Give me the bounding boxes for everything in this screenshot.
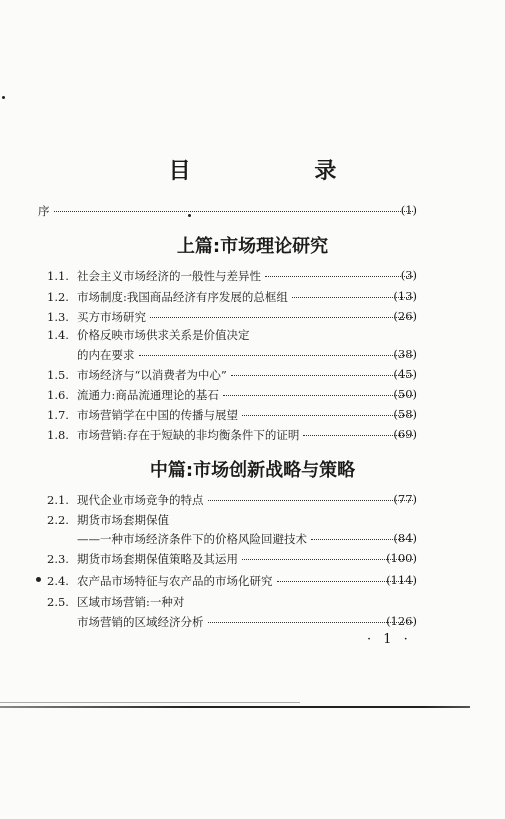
toc-entry-preface[interactable] <box>38 203 417 219</box>
dot-leader <box>223 395 413 396</box>
toc-entry-text: 序 <box>38 204 50 218</box>
toc-entry-text: 买方市场研究 <box>77 310 146 324</box>
toc-entry-number: 2.2. <box>47 513 69 527</box>
dot-leader <box>150 317 413 318</box>
part1-heading: 上篇:市场理论研究 <box>176 236 329 257</box>
toc-entry-text: 价格反映市场供求关系是价值决定 <box>77 328 250 342</box>
toc-entry-text: 市场营销的区域经济分析 <box>77 615 204 629</box>
toc-page-number: (3) <box>400 268 417 282</box>
dot-leader <box>265 276 413 277</box>
toc-entry-text: 期货市场套期保值策略及其运用 <box>77 552 238 566</box>
toc-entry-number: 2.1. <box>47 493 69 507</box>
toc-entry-text: 的内在要求 <box>77 348 135 362</box>
toc-page-number: (45) <box>393 367 417 381</box>
toc-page-number: (84) <box>393 531 417 545</box>
toc-entry[interactable] <box>47 551 417 567</box>
toc-entry[interactable] <box>47 387 417 403</box>
toc-page-number: (58) <box>393 407 417 421</box>
toc-entry-number: 1.5. <box>47 368 69 382</box>
toc-entry-number: 1.1. <box>47 269 69 283</box>
toc-page-number: (50) <box>393 387 417 401</box>
toc-page-number: (126) <box>386 614 417 628</box>
toc-page-number: (100) <box>386 551 417 565</box>
dot-leader <box>54 211 414 212</box>
toc-entry[interactable] <box>47 573 417 589</box>
dot-leader <box>139 355 414 356</box>
toc-entry[interactable] <box>47 427 417 443</box>
dot-leader <box>242 415 413 416</box>
toc-page-number: (69) <box>393 427 417 441</box>
toc-entry[interactable] <box>47 289 417 305</box>
toc-entry-text: 农产品市场特征与农产品的市场化研究 <box>77 574 273 588</box>
toc-entry-text: ——一种市场经济条件下的价格风险回避技术 <box>77 532 307 546</box>
toc-page-number: (1) <box>400 203 417 217</box>
toc-entry[interactable] <box>47 309 417 325</box>
toc-page-number: (114) <box>386 573 417 587</box>
page-bottom-rule <box>0 706 470 708</box>
toc-entry-number: 1.8. <box>47 428 69 442</box>
toc-entry-number: 1.6. <box>47 388 69 402</box>
toc-entry-number: 1.7. <box>47 408 69 422</box>
dot-leader <box>231 375 413 376</box>
toc-entry[interactable] <box>47 367 417 383</box>
scan-speck <box>188 214 191 217</box>
toc-entry[interactable] <box>47 407 417 423</box>
toc-entry-text: 现代企业市场竞争的特点 <box>77 493 204 507</box>
part2-heading: 中篇:市场创新战略与策略 <box>149 460 356 481</box>
toc-entry-continuation[interactable] <box>77 347 417 363</box>
toc-entry-number: 2.5. <box>47 595 69 609</box>
toc-entry[interactable] <box>47 512 417 528</box>
toc-entry-text: 市场经济与“以消费者为中心” <box>77 368 227 382</box>
scan-speck <box>36 577 41 582</box>
toc-entry-number: 2.3. <box>47 552 69 566</box>
toc-entry-text: 市场制度:我国商品经济有序发展的总框组 <box>77 290 288 304</box>
toc-page-number: (26) <box>393 309 417 323</box>
toc-entry-text: 流通力:商品流通理论的基石 <box>77 388 219 402</box>
toc-entry-number: 2.4. <box>47 574 69 588</box>
dot-leader <box>208 500 414 501</box>
toc-entry-continuation[interactable] <box>77 531 417 547</box>
toc-entry[interactable] <box>47 268 417 284</box>
toc-entry[interactable] <box>47 492 417 508</box>
toc-entry-text: 社会主义市场经济的一般性与差异性 <box>77 269 261 283</box>
toc-entry-number: 1.3. <box>47 310 69 324</box>
dot-leader <box>208 622 414 623</box>
toc-entry-text: 期货市场套期保值 <box>77 513 169 527</box>
toc-entry-continuation[interactable] <box>77 614 417 630</box>
toc-entry-number: 1.4. <box>47 328 69 342</box>
toc-entry-text: 市场营销:存在于短缺的非均衡条件下的证明 <box>77 428 300 442</box>
toc-entry[interactable] <box>47 327 417 343</box>
toc-page-number: (77) <box>393 492 417 506</box>
toc-entry-text: 区域市场营销:一种对 <box>77 595 185 609</box>
toc-entry-number: 1.2. <box>47 290 69 304</box>
page-title: 目 录 <box>168 158 395 184</box>
toc-page-number: (38) <box>393 347 417 361</box>
toc-entry-text: 市场营销学在中国的传播与展望 <box>77 408 238 422</box>
scan-speck <box>2 96 5 99</box>
toc-page-number: (13) <box>393 289 417 303</box>
toc-entry[interactable] <box>47 594 417 610</box>
scan-edge-line <box>0 702 300 703</box>
page-number: · 1 · <box>367 632 412 647</box>
